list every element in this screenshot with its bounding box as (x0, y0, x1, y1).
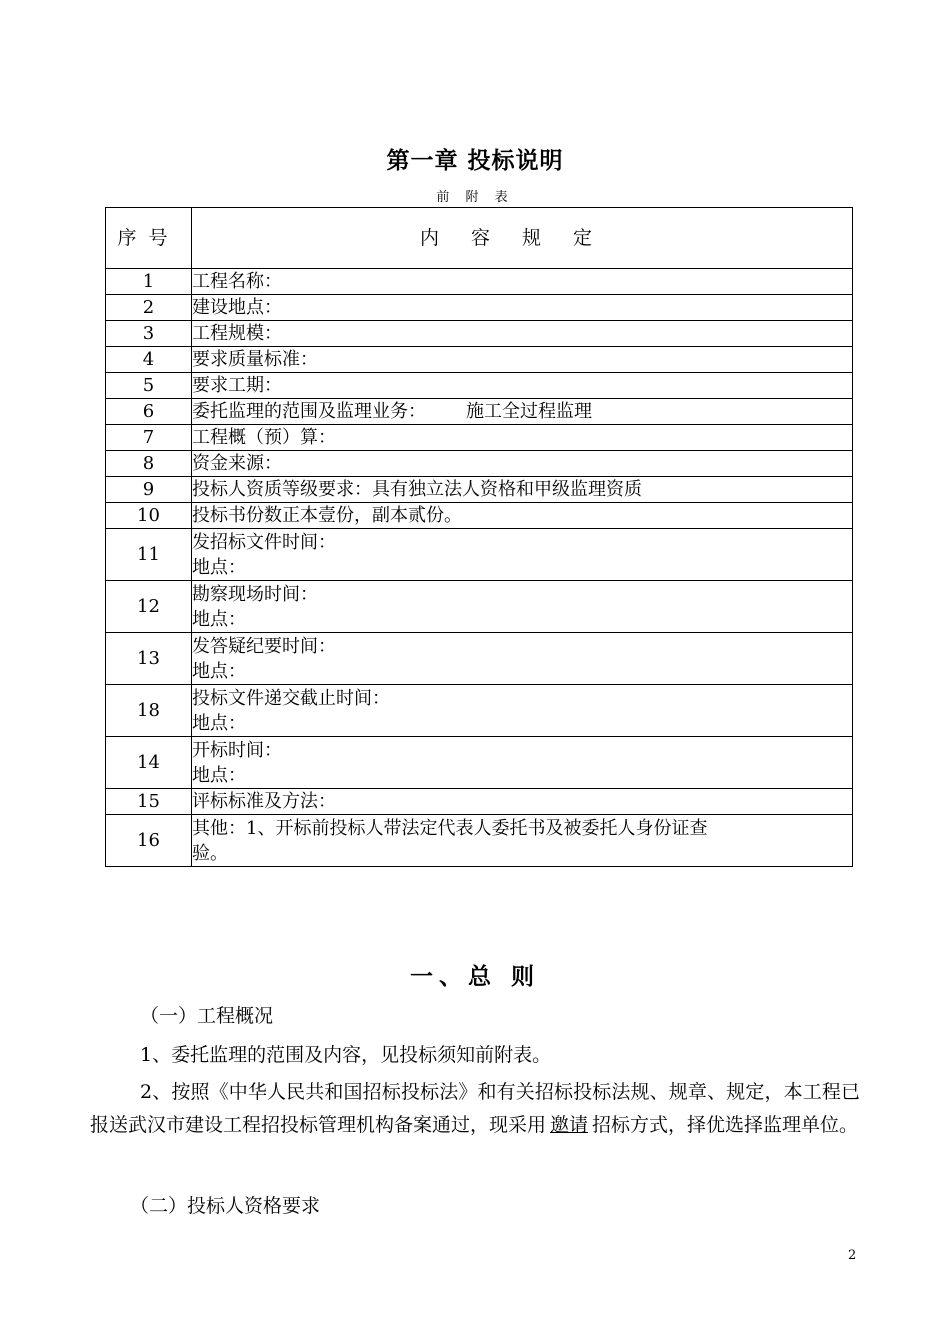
row-content (192, 529, 853, 581)
row-content-line (192, 399, 852, 424)
paragraph-qualification: （二）投标人资格要求 (130, 1195, 321, 1217)
table-row (106, 321, 853, 347)
row-content-line: 开标时间： (192, 739, 282, 761)
table-row (106, 399, 853, 425)
row-serial-number: 16 (106, 815, 192, 867)
row-serial-number: 11 (106, 529, 192, 581)
header-serial-number: 序号 (106, 208, 192, 269)
table-row (106, 581, 853, 633)
row-content (192, 321, 853, 347)
section-title: 一、总 则 (409, 964, 540, 990)
row-serial-number: 2 (106, 295, 192, 321)
row-content-line: 资金来源： (192, 453, 282, 474)
row-content (192, 503, 853, 529)
row-content (192, 633, 853, 685)
bidding-method-value: 邀请 (550, 1114, 589, 1136)
row-serial-number: 10 (106, 503, 192, 529)
page-number: 2 (848, 1248, 857, 1263)
row-content-label: 委托监理的范围及监理业务： (192, 401, 426, 422)
row-content-line: 工程名称： (192, 271, 282, 292)
table-row (106, 503, 853, 529)
table-row (106, 269, 853, 295)
row-content (192, 425, 853, 451)
row-serial-number: 6 (106, 399, 192, 425)
table-row (106, 425, 853, 451)
row-serial-number: 15 (106, 789, 192, 815)
chapter-title: 第一章 投标说明 (386, 148, 564, 174)
row-content-line: 要求质量标准： (192, 349, 318, 370)
header-content: 内容规定 (192, 208, 853, 269)
row-content (192, 295, 853, 321)
table-row (106, 295, 853, 321)
row-content-line: 要求工期： (192, 375, 282, 396)
row-content-line: 投标书份数正本壹份，副本贰份。 (192, 505, 462, 526)
row-serial-number: 1 (106, 269, 192, 295)
row-content-line: 勘察现场时间： (192, 583, 318, 605)
row-content (192, 685, 853, 737)
row-content (192, 477, 853, 503)
row-serial-number: 9 (106, 477, 192, 503)
table-row (106, 815, 853, 867)
row-serial-number: 14 (106, 737, 192, 789)
table-row (106, 529, 853, 581)
row-content (192, 269, 853, 295)
row-content-line: 验。 (192, 842, 228, 864)
row-content (192, 451, 853, 477)
table-row (106, 685, 853, 737)
row-content (192, 581, 853, 633)
row-content-line: 地点： (192, 712, 246, 734)
row-content-line: 地点： (192, 556, 246, 578)
table-row (106, 373, 853, 399)
table-row (106, 633, 853, 685)
row-content-line: 投标人资质等级要求：具有独立法人资格和甲级监理资质 (192, 479, 642, 500)
paragraph-bidding-method (90, 1076, 860, 1142)
table-caption: 前 附 表 (436, 190, 514, 205)
paragraph-project-overview: （一）工程概况 (140, 1005, 274, 1027)
table-row (106, 347, 853, 373)
row-content (192, 373, 853, 399)
row-content-line: 工程概（预）算： (192, 427, 336, 448)
row-content-value: 施工全过程监理 (466, 401, 592, 422)
paragraph-text-before: 2、按照《中华人民共和国招标投标法》和有关招标投标法规、规章、规定，本工程已报送武汉市建设工程招投标管理机构备案通过，现采用 (90, 1081, 860, 1136)
row-content-line: 建设地点： (192, 297, 282, 318)
table-row (106, 737, 853, 789)
row-content (192, 737, 853, 789)
row-serial-number: 8 (106, 451, 192, 477)
front-appendix-table (105, 207, 853, 867)
row-content-line: 发答疑纪要时间： (192, 635, 336, 657)
table-body (106, 269, 853, 867)
table-row (106, 451, 853, 477)
row-serial-number: 18 (106, 685, 192, 737)
row-content-line: 其他：1、开标前投标人带法定代表人委托书及被委托人身份证查 (192, 817, 708, 839)
row-content (192, 815, 853, 867)
row-serial-number: 13 (106, 633, 192, 685)
row-content-line: 发招标文件时间： (192, 531, 336, 553)
row-content-line: 评标标准及方法： (192, 791, 336, 812)
table-row (106, 477, 853, 503)
row-content-line: 工程规模： (192, 323, 282, 344)
row-serial-number: 3 (106, 321, 192, 347)
row-content-line: 地点： (192, 608, 246, 630)
paragraph-scope: 1、委托监理的范围及内容，见投标须知前附表。 (140, 1044, 552, 1066)
row-serial-number: 7 (106, 425, 192, 451)
row-content (192, 399, 853, 425)
row-serial-number: 12 (106, 581, 192, 633)
row-content (192, 347, 853, 373)
paragraph-text-after: 招标方式，择优选择监理单位。 (592, 1114, 859, 1136)
row-serial-number: 4 (106, 347, 192, 373)
row-content-line: 地点： (192, 660, 246, 682)
row-serial-number: 5 (106, 373, 192, 399)
table-header-row (106, 208, 853, 269)
row-content-line: 地点： (192, 764, 246, 786)
table-row (106, 789, 853, 815)
row-content-line: 投标文件递交截止时间： (192, 687, 390, 709)
row-content (192, 789, 853, 815)
